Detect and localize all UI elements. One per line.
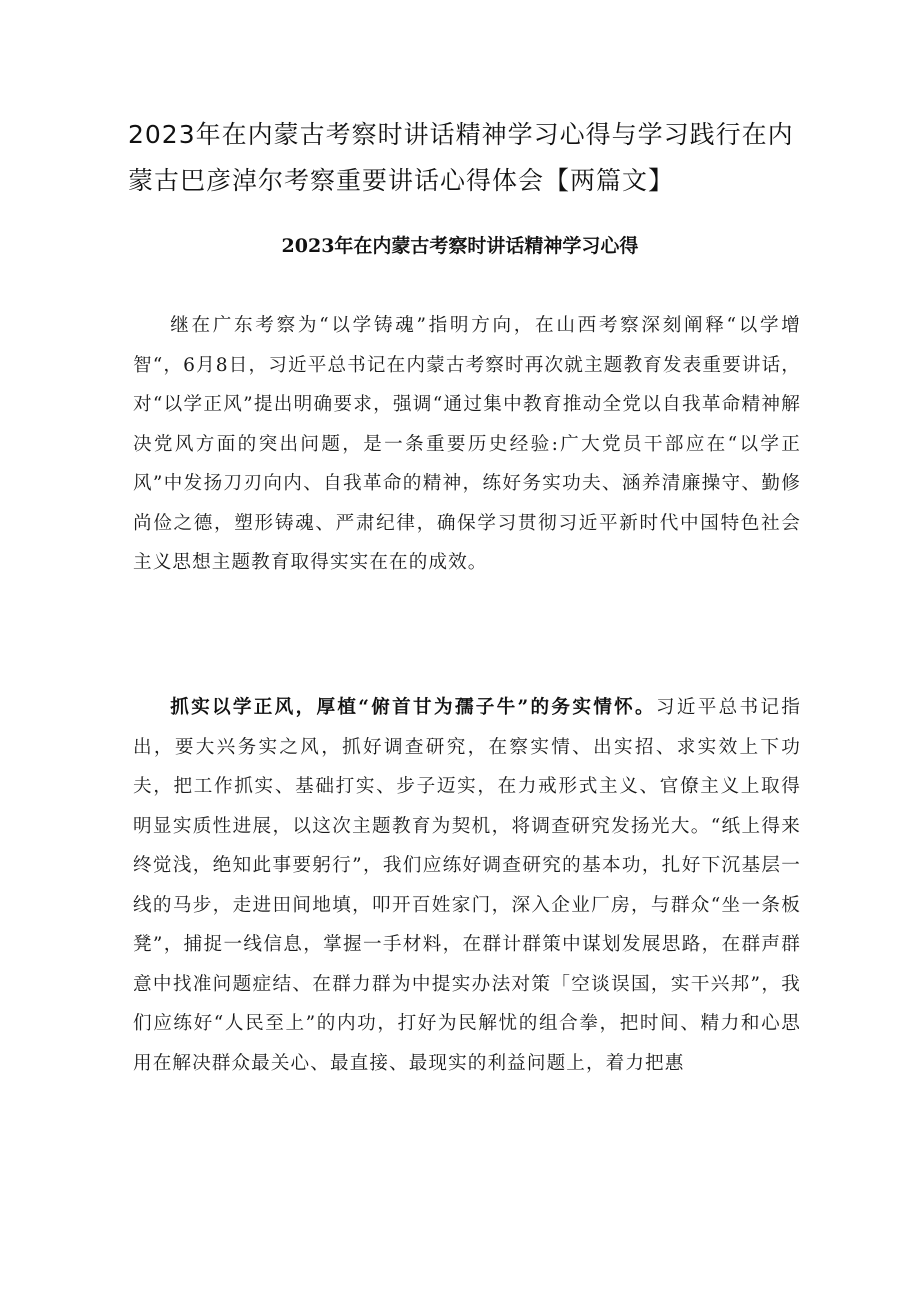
document-title: 2023年在内蒙古考察时讲话精神学习心得与学习践行在内蒙古巴彦淖尔考察重要讲话心得体会【两篇文】 [128,120,794,195]
paragraph-lead: 抓实以学正风，厚植“俯首甘为孺子牛”的务实情怀。 [170,697,656,718]
paragraph-practical [133,688,801,1083]
section-heading: 2023年在内蒙古考察时讲话精神学习心得 [281,235,639,257]
paragraph-intro [133,306,801,583]
paragraph-body: 继在广东考察为“以学铸魂”指明方向，在山西考察深刻阐释“以学增智“，6月8日，习近平总书记在内蒙古考察时再次就主题教育发表重要讲话，对“以学正风”提出明确要求，强调“通过集中教育推动全党以自我革命精神解决党风方面的突出问题，是一条重要历史经验:广大党员干部应在“以学正风”中发扬刀刃向内、自我革命的精神，练好务实功夫、涵养清廉操守、勤修尚俭之德，塑形铸魂、严肃纪律，确保学习贯彻习近平新时代中国特色社会主义思想主题教育取得实实在在的成效。 [133,315,801,573]
paragraph-body: 习近平总书记指出，要大兴务实之风，抓好调查研究，在察实情、出实招、求实效上下功夫，把工作抓实、基础打实、步子迈实，在力戒形式主义、官僚主义上取得明显实质性进展，以这次主题教育为契机，将调查研究发扬光大。“纸上得来终觉浅，绝知此事要躬行”，我们应练好调查研究的基本功，扎好下沉基层一线的马步，走进田间地填，叩开百姓家门，深入企业厂房，与群众“坐一条板凳”，捕捉一线信息，掌握一手材料，在群计群策中谋划发展思路，在群声群意中找准问题症结、在群力群为中提实办法对策「空谈误国，实干兴邦”，我们应练好“人民至上”的内功，打好为民解忧的组合拳，把时间、精力和心思用在解决群众最关心、最直接、最现实的利益问题上，着力把惠 [133,697,801,1074]
